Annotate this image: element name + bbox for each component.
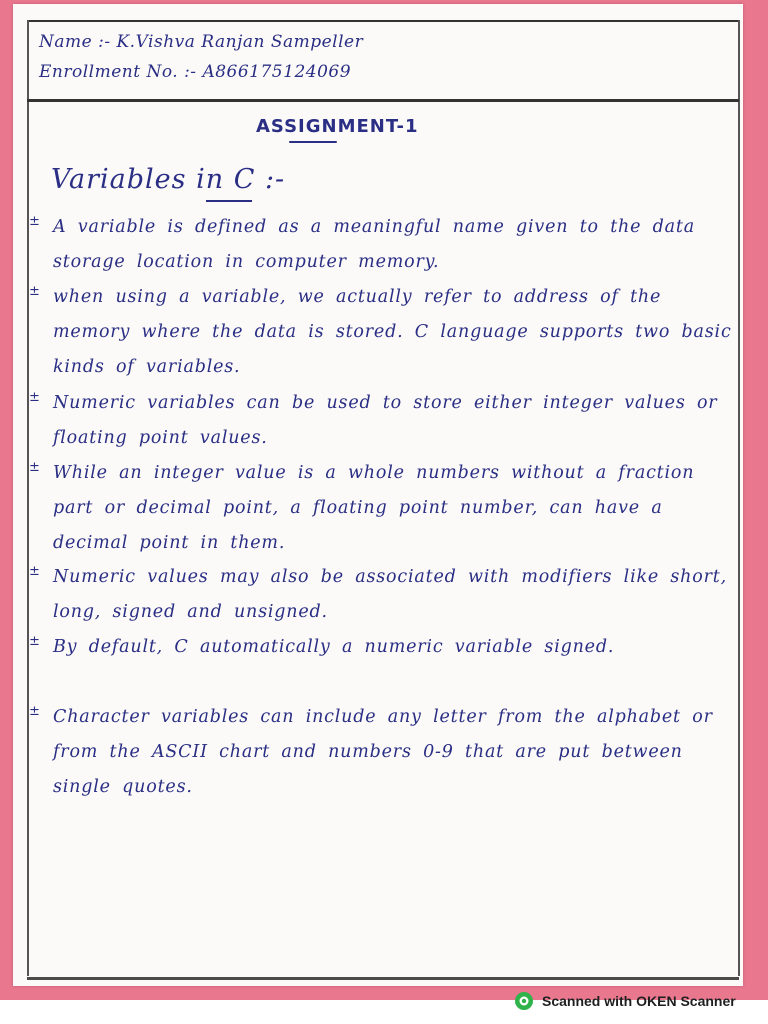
scanner-watermark xyxy=(514,990,736,1012)
scanner-watermark-text: Scanned with OKEN Scanner xyxy=(542,993,736,1009)
header-divider xyxy=(27,99,739,102)
bullet-icon: ± xyxy=(29,460,40,475)
student-name: Name :- K.Vishva Ranjan Sampeller xyxy=(39,32,364,52)
title-underline xyxy=(289,141,337,143)
bullet-icon: ± xyxy=(29,704,40,719)
bullet-text: By default, C automatically a numeric variable signed. xyxy=(53,637,615,657)
bullet-text: Numeric values may also be associated with modifiers like short, long, signed and unsigned. xyxy=(53,567,727,622)
top-margin-line xyxy=(27,20,739,22)
right-margin-line xyxy=(738,20,740,976)
bullet-icon: ± xyxy=(29,284,40,299)
bullet-text: A variable is defined as a meaningful name given to the data storage location in computer memory. xyxy=(53,217,695,272)
notebook-page xyxy=(13,4,743,986)
bullet-text: when using a variable, we actually refer to address of the memory where the data is stored. C language supports two basic kinds of variables. xyxy=(53,287,732,377)
bullet-icon: ± xyxy=(29,214,40,229)
bullet-icon: ± xyxy=(29,390,40,405)
enrollment-number: Enrollment No. :- A866175124069 xyxy=(39,62,352,82)
bottom-margin-line xyxy=(27,977,739,980)
bullet-text: Numeric variables can be used to store either integer values or floating point values. xyxy=(53,393,718,448)
left-margin-line xyxy=(27,20,29,976)
bullet-icon: ± xyxy=(29,634,40,649)
oken-scanner-logo-icon xyxy=(514,991,534,1011)
section-heading: Variables in C :- xyxy=(51,164,286,195)
bullet-text: While an integer value is a whole numbers without a fraction part or decimal point, a floating point number, can have a decimal point in them. xyxy=(53,463,695,553)
assignment-title: ASSIGNMENT-1 xyxy=(256,116,419,137)
bullet-icon: ± xyxy=(29,564,40,579)
bullet-text: Character variables can include any letter from the alphabet or from the ASCII chart and numbers 0-9 that are put between single quotes. xyxy=(53,707,713,797)
heading-underline xyxy=(206,200,252,202)
